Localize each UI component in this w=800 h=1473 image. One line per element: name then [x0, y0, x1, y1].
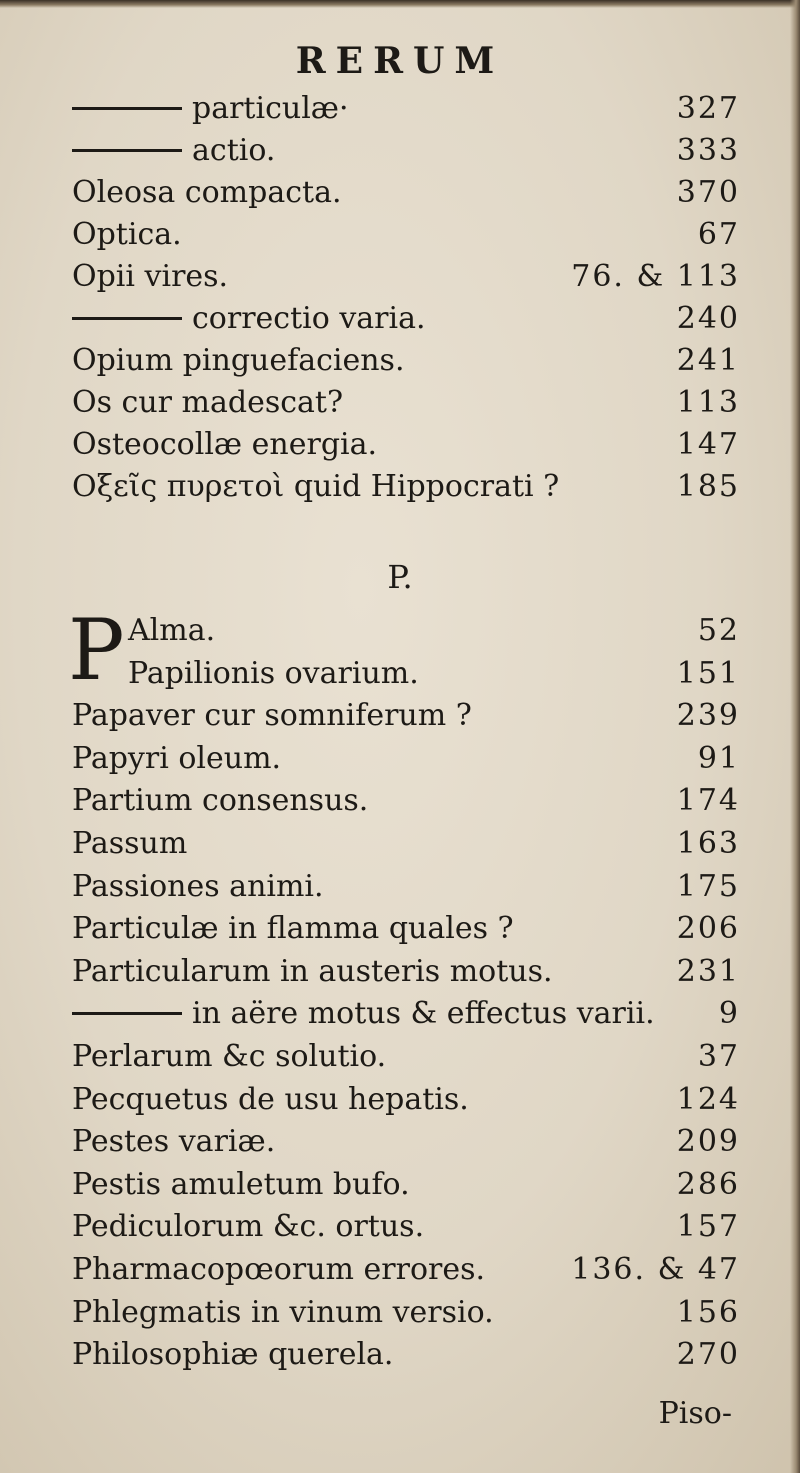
index-term-text: Passum: [72, 826, 188, 861]
index-term-text: Οξεῖς πυρετοὶ quid Hippocrati ?: [72, 469, 560, 504]
page-number: 241: [676, 343, 740, 378]
index-entry: [72, 1330, 740, 1380]
index-term-text: particulæ·: [192, 91, 349, 126]
index-term-text: Os cur madescat?: [72, 385, 344, 420]
index-entry: [72, 462, 740, 512]
index-term-text: Perlarum &c solutio.: [72, 1039, 387, 1074]
index-term-text: Alma.: [128, 613, 216, 648]
page-number: 327: [676, 91, 740, 126]
index-term-text: Pediculorum &c. ortus.: [72, 1209, 425, 1245]
repeat-dash-rule: [72, 317, 182, 320]
page-top-edge: [0, 0, 800, 8]
page-number: 52: [697, 613, 740, 648]
repeat-dash-rule: [72, 149, 182, 152]
drop-capital: P: [68, 601, 125, 699]
index-term-text: Papaver cur somniferum ?: [72, 698, 472, 734]
index-term: [72, 462, 559, 512]
index-term-text: Papyri oleum.: [72, 740, 282, 776]
page-number: 333: [676, 133, 740, 168]
page-number: 76. & 113: [571, 259, 740, 294]
page-number: 136. & 47: [571, 1252, 740, 1287]
page-number: 113: [676, 385, 740, 420]
index-term-text: Particularum in austeris motus.: [72, 953, 553, 989]
page-number: 156: [676, 1294, 740, 1330]
page-number: 67: [697, 217, 740, 252]
index-term-text: Optica.: [72, 217, 182, 252]
index-term-text: Osteocollæ energia.: [72, 427, 378, 462]
index-term-text: actio.: [192, 133, 276, 168]
index-term-text: Pharmacopœorum errores.: [72, 1252, 486, 1287]
index-term-text: Pestis amuletum bufo.: [72, 1166, 410, 1202]
index-term-text: Particulæ in flamma quales ?: [72, 911, 514, 947]
page-number: 174: [676, 783, 740, 819]
index-term-text: Philosophiæ querela.: [72, 1337, 394, 1373]
index-term-text: Oleosa compacta.: [72, 175, 342, 210]
page-number: 147: [676, 427, 740, 462]
page-number: 163: [676, 826, 740, 861]
page-number: 239: [676, 698, 740, 734]
page-number: 9: [718, 996, 740, 1032]
repeat-dash-rule: [72, 1012, 182, 1015]
page-number: 157: [676, 1209, 740, 1245]
section-letter: P.: [387, 558, 413, 596]
page-number: 37: [697, 1039, 740, 1074]
page-number: 91: [697, 740, 740, 776]
page-number: 370: [676, 175, 740, 210]
index-term-text: in aëre motus & effectus varii.: [192, 996, 655, 1032]
catchword: Piso-: [658, 1396, 732, 1431]
page-number: 209: [676, 1124, 740, 1160]
index-term: [72, 1330, 393, 1380]
page-right-edge: [790, 0, 800, 1473]
index-term-text: Opii vires.: [72, 259, 229, 294]
index-term-text: correctio varia.: [192, 301, 426, 336]
page-number: 185: [676, 469, 740, 504]
page-number: 124: [676, 1081, 740, 1117]
page-number: 286: [676, 1166, 740, 1202]
index-term-text: Opium pinguefaciens.: [72, 343, 405, 378]
index-term-text: Pecquetus de usu hepatis.: [72, 1081, 469, 1117]
page-number: 240: [676, 301, 740, 336]
page-number: 175: [676, 868, 740, 904]
index-term-text: Phlegmatis in vinum versio.: [72, 1294, 494, 1330]
index-term-text: Papilionis ovarium.: [128, 655, 419, 691]
index-term-text: Pestes variæ.: [72, 1124, 276, 1160]
page-number: 270: [676, 1337, 740, 1373]
page-number: 231: [676, 953, 740, 989]
index-term-text: Partium consensus.: [72, 783, 369, 819]
page-number: 151: [676, 655, 740, 691]
page-number: 206: [676, 911, 740, 947]
repeat-dash-rule: [72, 107, 182, 110]
running-header: RERUM: [295, 40, 505, 82]
index-term-text: Passiones animi.: [72, 868, 324, 904]
